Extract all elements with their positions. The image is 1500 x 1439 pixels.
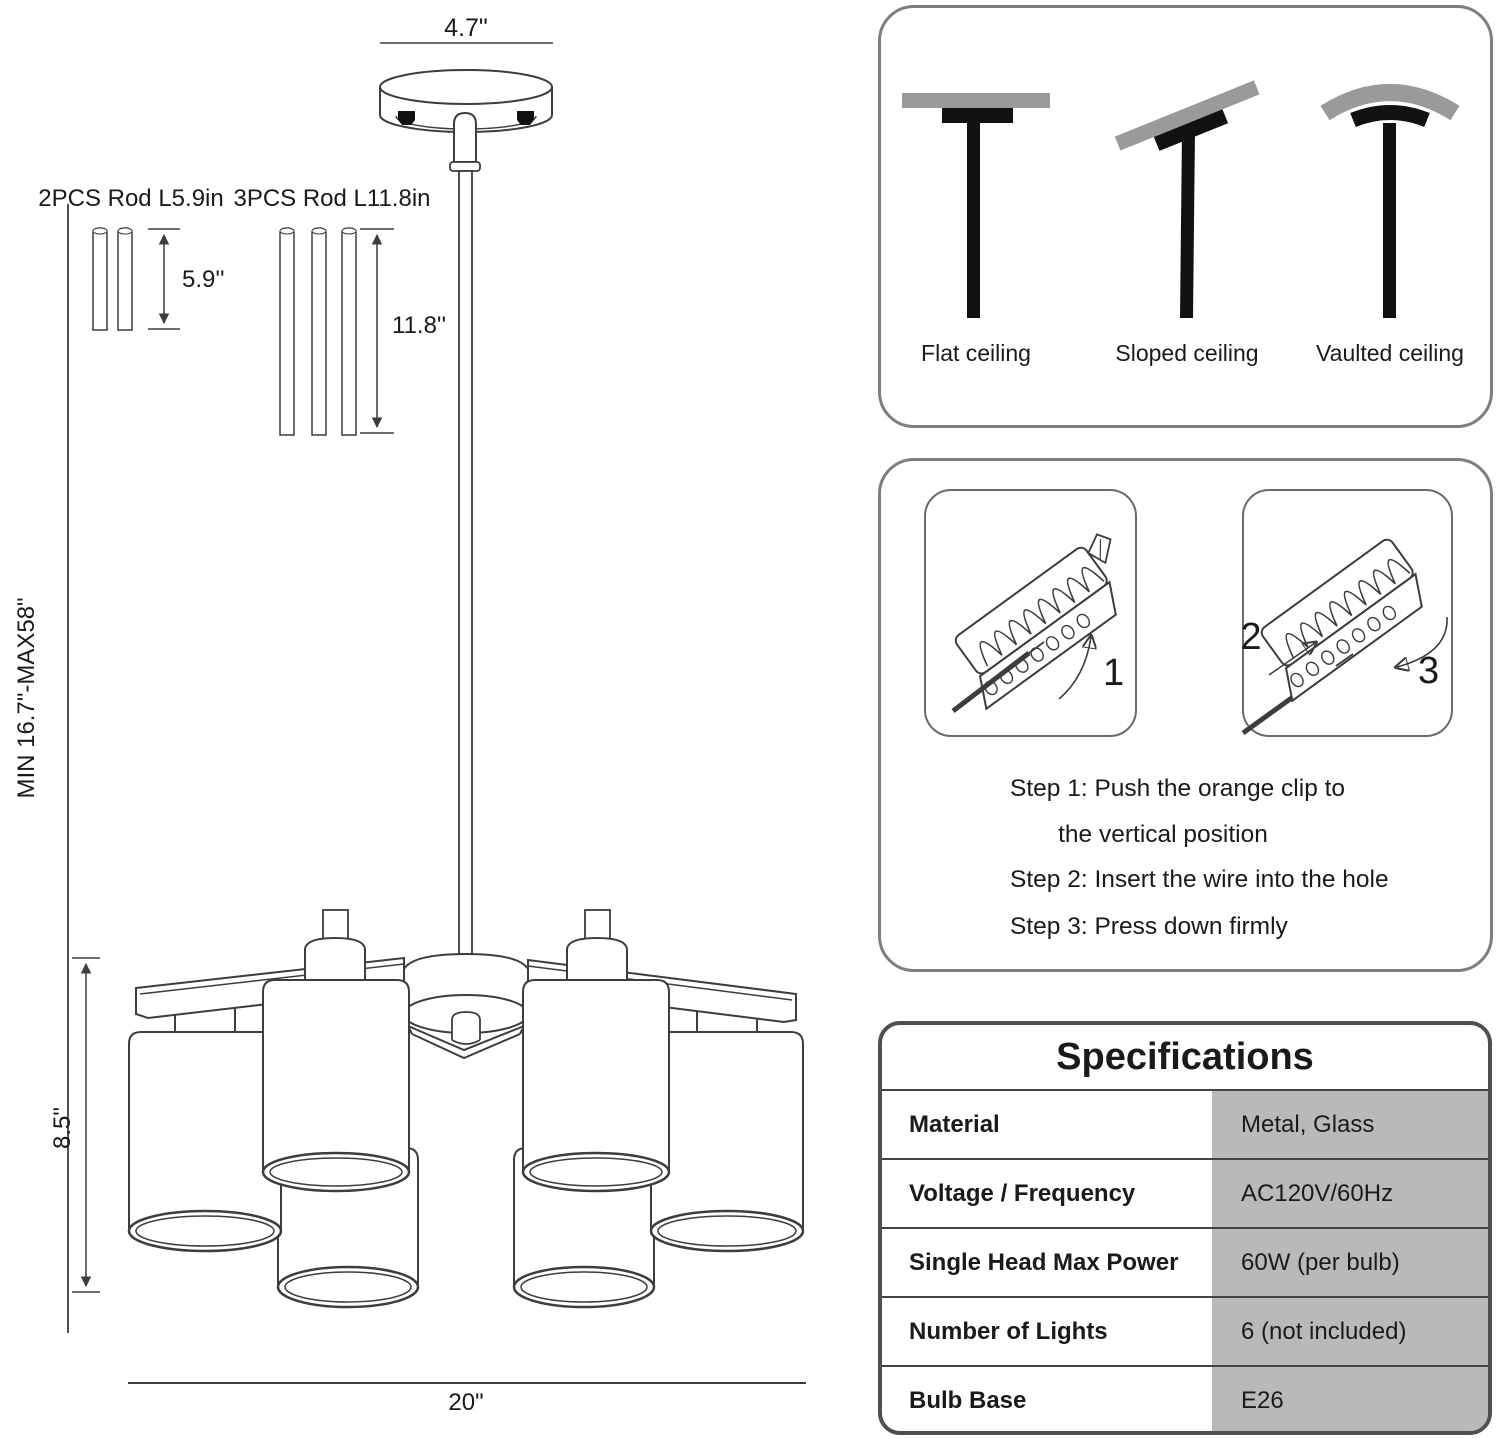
suspension-rod-drawing: [459, 171, 472, 958]
step1-text-cont: the vertical position: [1058, 821, 1268, 848]
spec-row-number-of-lights: [882, 1296, 1488, 1365]
spec-label: Voltage / Frequency: [909, 1179, 1136, 1207]
spec-label: Material: [909, 1110, 1000, 1138]
spec-table-title: Specifications: [1056, 1036, 1314, 1078]
sloped-ceiling-label: Sloped ceiling: [1115, 340, 1259, 366]
spec-row-bulb-base: [882, 1365, 1488, 1434]
long-rod-dim-label: 11.8'': [392, 312, 447, 339]
flat-ceiling-label: Flat ceiling: [921, 340, 1031, 366]
short-rod-dim-label: 5.9'': [182, 266, 225, 293]
rod-set-short-label: 2PCS Rod L5.9in: [38, 185, 224, 212]
vaulted-ceiling-label: Vaulted ceiling: [1316, 340, 1464, 366]
ceiling-types-figure: [881, 8, 1490, 425]
chandelier-drawing: [129, 910, 803, 1307]
spec-value: E26: [1212, 1367, 1488, 1434]
long-rods-drawing: [280, 228, 356, 435]
tall-right-shade: [523, 980, 669, 1191]
wiring-steps-panel: [878, 458, 1493, 972]
step1-text: Step 1: Push the orange clip to: [1010, 775, 1346, 802]
step3-text: Step 3: Press down firmly: [1010, 913, 1288, 940]
spec-row-max-power: [882, 1227, 1488, 1296]
spec-value: 6 (not included): [1212, 1298, 1488, 1365]
sloped-ceiling-icon: [1115, 80, 1265, 318]
hanging-height-dim-label: MIN 16.7"-MAX58": [13, 597, 40, 799]
ceiling-canopy-drawing: [380, 70, 552, 171]
short-rod-dim: [148, 229, 180, 329]
shade-height-dim-label: 8.5": [49, 1107, 76, 1149]
wiring-steps-figure: [881, 461, 1490, 969]
outer-left-shade: [129, 1032, 281, 1251]
rod-set-long-label: 3PCS Rod L11.8in: [233, 185, 431, 212]
vaulted-ceiling-icon: [1325, 93, 1455, 319]
canopy-screw-left: [398, 111, 415, 125]
tall-left-shade: [263, 980, 409, 1191]
shade-height-dim: [72, 958, 100, 1292]
step2-text: Step 2: Insert the wire into the hole: [1010, 866, 1389, 893]
long-rod-dim: [360, 229, 394, 433]
fixture-width-dim-label: 20": [448, 1389, 484, 1416]
step3-number: 3: [1418, 650, 1440, 692]
spec-label: Number of Lights: [909, 1317, 1108, 1345]
tall-right-socket: [567, 938, 627, 982]
spec-value: 60W (per bulb): [1212, 1229, 1488, 1296]
flat-ceiling-icon: [902, 93, 1050, 318]
spec-label: Bulb Base: [909, 1386, 1027, 1414]
hub-finial: [452, 1012, 480, 1040]
spec-label: Single Head Max Power: [909, 1248, 1179, 1276]
ceiling-types-panel: [878, 5, 1493, 428]
step1-number: 1: [1103, 652, 1125, 694]
spec-value: AC120V/60Hz: [1212, 1160, 1488, 1227]
short-rods-drawing: [93, 228, 132, 330]
canopy-screw-right: [517, 111, 534, 125]
step2-number: 2: [1240, 616, 1262, 658]
spec-row-material: [882, 1089, 1488, 1158]
spec-row-voltage: [882, 1158, 1488, 1227]
spec-value: Metal, Glass: [1212, 1091, 1488, 1158]
canopy-width-dim-label: 4.7": [444, 14, 488, 42]
tall-left-socket: [305, 938, 365, 982]
specifications-table: [878, 1021, 1492, 1435]
outer-right-shade: [651, 1032, 803, 1251]
